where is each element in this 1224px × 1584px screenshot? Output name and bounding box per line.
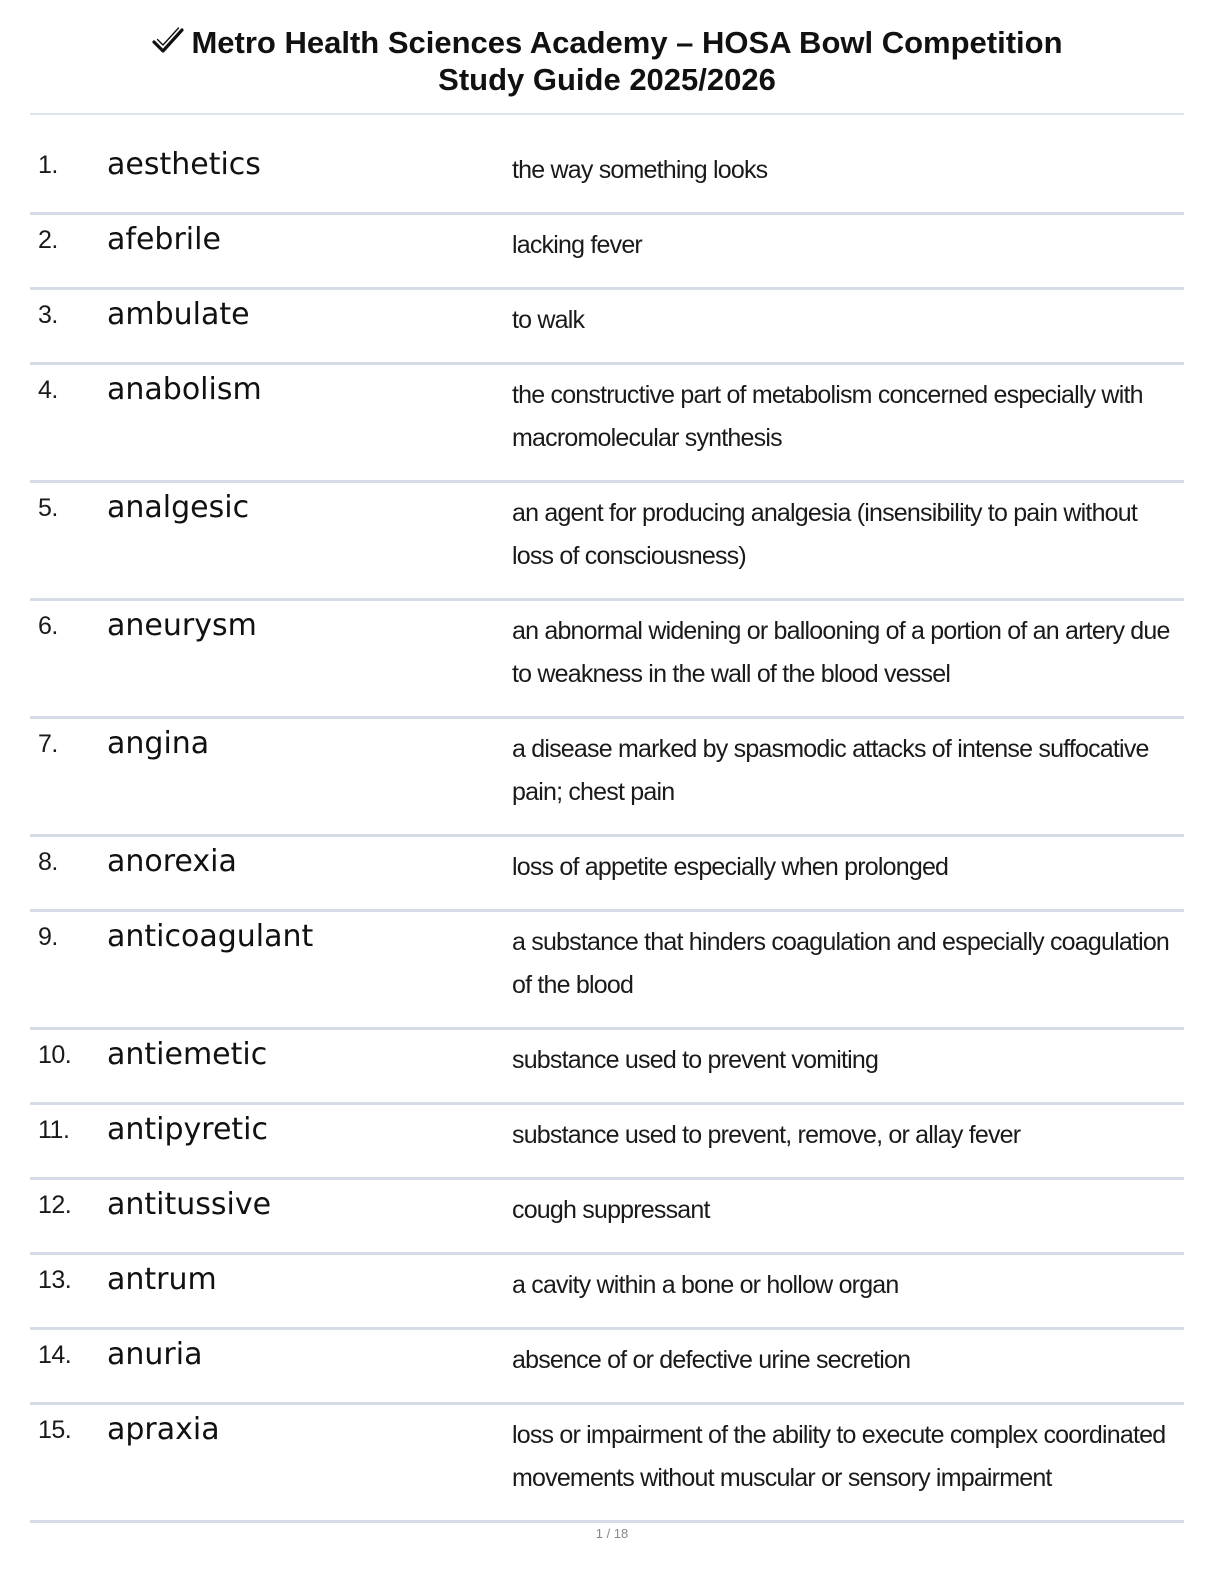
term-word: anuria [107, 1337, 203, 1372]
check-icon [151, 26, 185, 56]
term-row [30, 601, 1184, 719]
term-definition: an abnormal widening or ballooning of a portion of an artery due to weakness in the wall of the blood vessel [512, 617, 1170, 688]
term-definition: loss of appetite especially when prolonged [512, 853, 949, 881]
term-row [30, 140, 1184, 215]
term-definition: a disease marked by spasmodic attacks of intense suffocative pain; chest pain [512, 735, 1149, 806]
term-definition: substance used to prevent vomiting [512, 1046, 879, 1074]
term-number: 14. [38, 1341, 72, 1369]
term-number: 2. [38, 226, 58, 254]
term-word: antrum [107, 1262, 217, 1297]
term-number: 6. [38, 612, 58, 640]
term-number: 4. [38, 376, 58, 404]
term-number: 1. [38, 151, 58, 179]
term-word: aneurysm [107, 608, 257, 643]
term-definition: the way something looks [512, 156, 768, 184]
term-word: anticoagulant [107, 919, 314, 954]
title-line-1 [30, 24, 1184, 61]
term-row [30, 1105, 1184, 1180]
term-number: 15. [38, 1416, 72, 1444]
term-row [30, 1255, 1184, 1330]
term-row [30, 1330, 1184, 1405]
term-row [30, 290, 1184, 365]
term-row [30, 1180, 1184, 1255]
term-word: antipyretic [107, 1112, 269, 1147]
term-number: 8. [38, 848, 58, 876]
term-definition: the constructive part of metabolism concerned especially with macromolecular synthesis [512, 381, 1143, 452]
term-definition: cough suppressant [512, 1196, 710, 1224]
term-definition: a substance that hinders coagulation and especially coagulation of the blood [512, 928, 1170, 999]
title-line-2: Study Guide 2025/2026 [438, 62, 776, 97]
term-number: 7. [38, 730, 58, 758]
term-word: aesthetics [107, 147, 261, 182]
term-row [30, 912, 1184, 1030]
term-row [30, 483, 1184, 601]
term-word: anabolism [107, 372, 262, 407]
term-row [30, 719, 1184, 837]
term-definition: an agent for producing analgesia (insensibility to pain without loss of consciousness) [512, 499, 1138, 570]
term-row [30, 837, 1184, 912]
term-list [30, 140, 1184, 1523]
term-number: 9. [38, 923, 58, 951]
term-definition: a cavity within a bone or hollow organ [512, 1271, 899, 1299]
term-word: analgesic [107, 490, 250, 525]
term-number: 12. [38, 1191, 72, 1219]
term-definition: loss or impairment of the ability to execute complex coordinated movements without muscular or sensory impairment [512, 1421, 1166, 1492]
header-divider [30, 113, 1184, 115]
term-number: 13. [38, 1266, 72, 1294]
term-number: 10. [38, 1041, 72, 1069]
term-word: afebrile [107, 222, 221, 257]
term-number: 5. [38, 494, 58, 522]
term-number: 3. [38, 301, 58, 329]
term-row [30, 1405, 1184, 1523]
term-number: 11. [38, 1116, 70, 1144]
title-text-line-1: Metro Health Sciences Academy – HOSA Bowl Competition [191, 25, 1063, 60]
term-row [30, 1030, 1184, 1105]
term-row [30, 365, 1184, 483]
term-word: antiemetic [107, 1037, 268, 1072]
term-word: apraxia [107, 1412, 220, 1447]
document-title [30, 24, 1184, 98]
term-definition: lacking fever [512, 231, 642, 259]
term-word: ambulate [107, 297, 250, 332]
term-definition: absence of or defective urine secretion [512, 1346, 911, 1374]
term-word: anorexia [107, 844, 237, 879]
term-row [30, 215, 1184, 290]
page-indicator: 1 / 18 [595, 1526, 629, 1541]
term-definition: to walk [512, 306, 585, 334]
term-definition: substance used to prevent, remove, or allay fever [512, 1121, 1021, 1149]
term-word: antitussive [107, 1187, 272, 1222]
term-word: angina [107, 726, 210, 761]
